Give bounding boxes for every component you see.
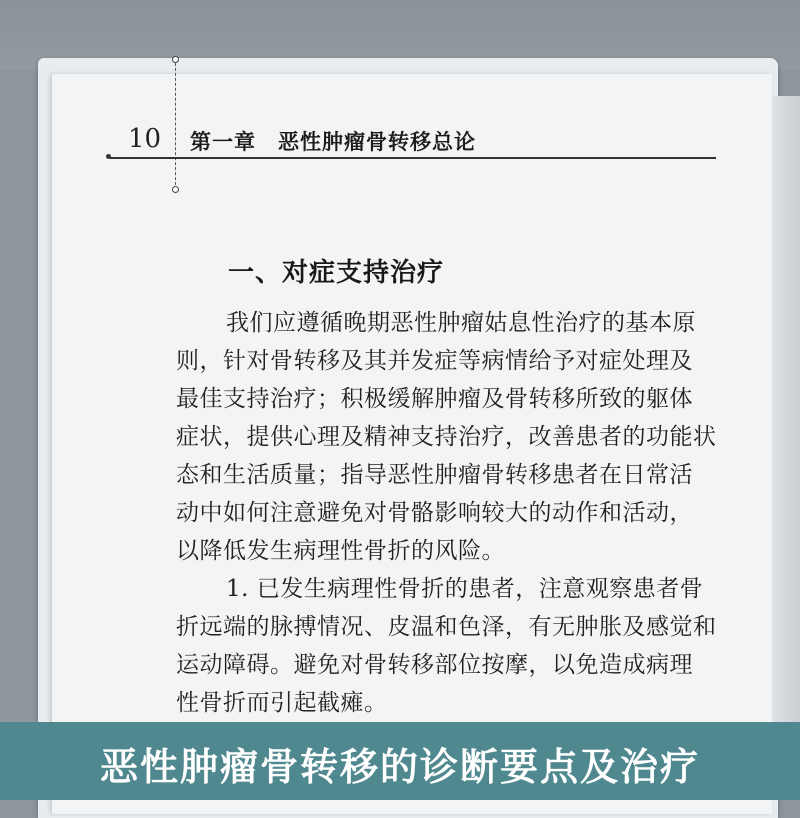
body-line: 1. 已发生病理性骨折的患者，注意观察患者骨: [226, 576, 704, 602]
dotted-line-bottom-dot: [172, 186, 179, 193]
section-title: 一、对症支持治疗: [228, 258, 445, 288]
body-line: 则，针对骨转移及其并发症等病情给予对症处理及: [176, 348, 693, 374]
body-line: 折远端的脉搏情况、皮温和色泽，有无肿胀及感觉和: [176, 614, 717, 640]
body-line: 态和生活质量；指导恶性肿瘤骨转移患者在日常活: [176, 462, 693, 488]
body-line: 动中如何注意避免对骨骼影响较大的动作和活动，: [176, 500, 693, 526]
body-line: 症状，提供心理及精神支持治疗，改善患者的功能状: [176, 424, 717, 450]
binding-dotted-line: [175, 58, 176, 190]
banner-caption: 恶性肿瘤骨转移的诊断要点及治疗: [99, 745, 700, 789]
header-rule: [110, 157, 716, 159]
running-head: 第一章 恶性肿瘤骨转移总论: [190, 129, 476, 154]
dotted-line-top-dot: [172, 56, 179, 63]
page-number: 10: [128, 124, 162, 154]
body-line: 以降低发生病理性骨折的风险。: [176, 538, 505, 564]
page-edge: [772, 96, 800, 736]
body-line: 运动障碍。避免对骨转移部位按摩，以免造成病理: [176, 652, 693, 678]
body-line: 最佳支持治疗；积极缓解肿瘤及骨转移所致的躯体: [176, 386, 693, 412]
body-line: 性骨折而引起截瘫。: [176, 690, 388, 716]
body-line: 我们应遵循晚期恶性肿瘤姑息性治疗的基本原: [226, 310, 696, 336]
